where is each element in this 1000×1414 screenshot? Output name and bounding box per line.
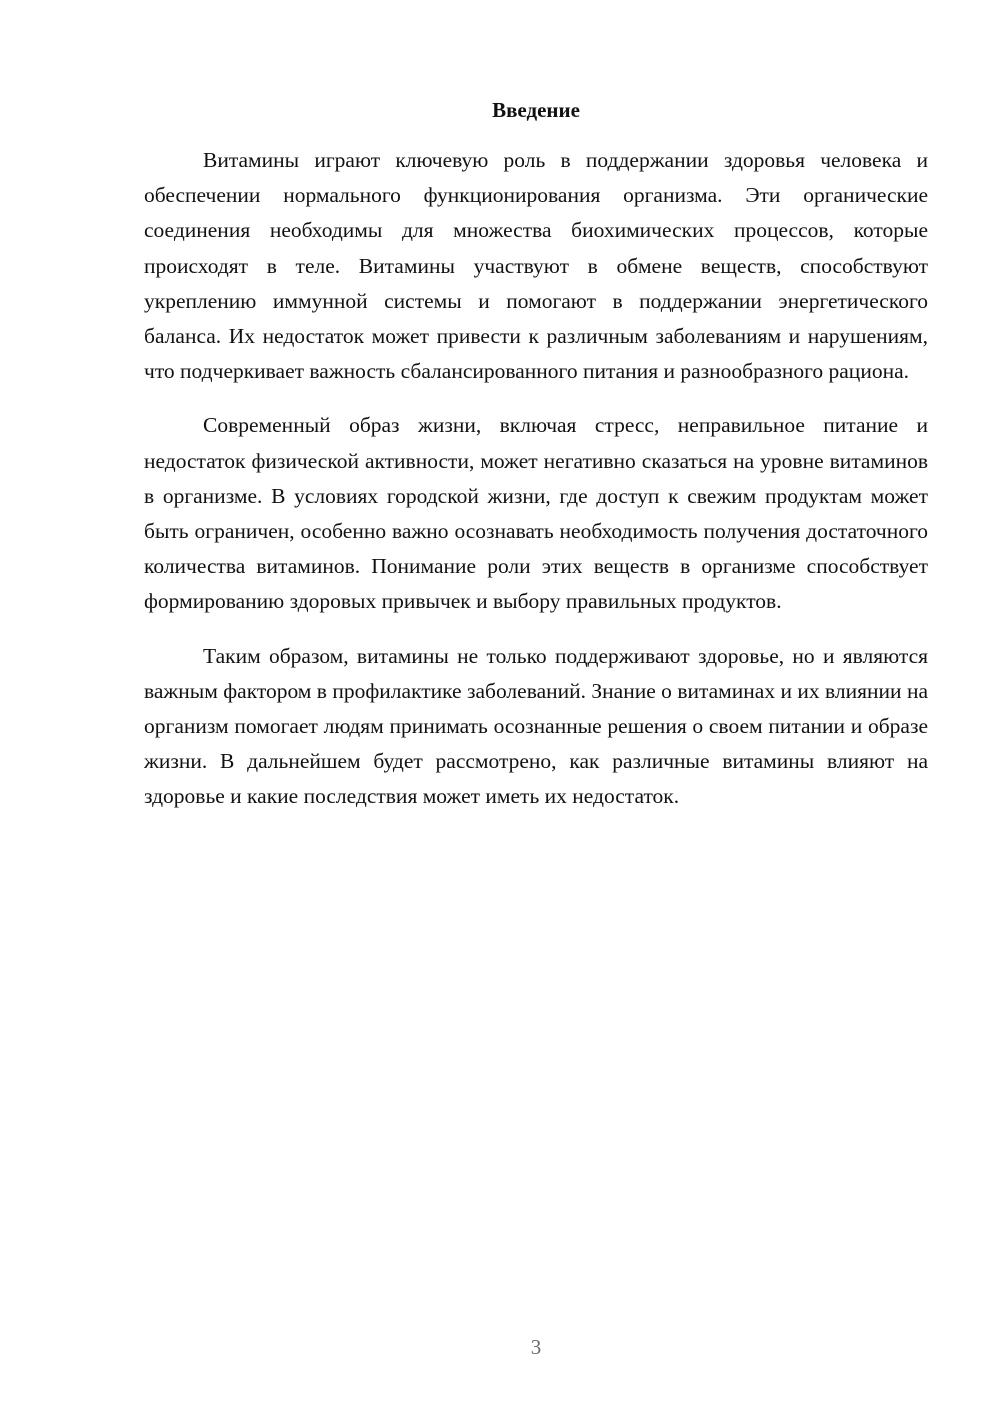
paragraph-2: Современный образ жизни, включая стресс, неправильное питание и недостаток физической активности, может негативно сказаться на уровне витаминов в организме. В условиях городской жизни, где доступ к свежим продуктам может быть ограничен, особенно важно осознавать необходимость получения достаточного количества витаминов. Понимание роли этих веществ в организме способствует формированию здоровых привычек и выбору правильных продуктов.	[144, 413, 928, 614]
page-number: 3	[530, 1335, 542, 1359]
paragraph-1: Витамины играют ключевую роль в поддержании здоровья человека и обеспечении нормального функционирования организма. Эти органические соединения необходимы для множества биохимических процессов, которые происходят в теле. Витамины участвуют в обмене веществ, способствуют укреплению иммунной системы и помогают в поддержании энергетического баланса. Их недостаток может привести к различным заболеваниям и нарушениям, что подчеркивает важность сбалансированного питания и разнообразного рациона.	[144, 148, 928, 384]
page-content	[144, 94, 928, 834]
section-heading: Введение	[492, 98, 580, 122]
paragraph-3: Таким образом, витамины не только поддерживают здоровье, но и являются важным фактором в профилактике заболеваний. Знание о витаминах и их влиянии на организм помогает людям принимать осознанные решения о своем питании и образе жизни. В дальнейшем будет рассмотрено, как различные витамины влияют на здоровье и какие последствия может иметь их недостаток.	[144, 643, 928, 809]
